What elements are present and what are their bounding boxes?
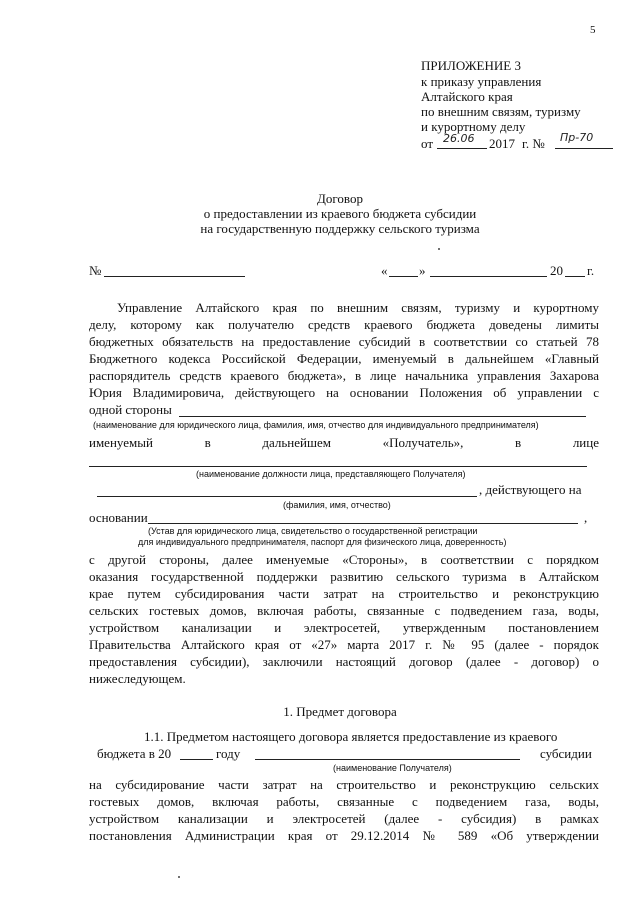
- annex-date-handwritten: 26.06: [443, 132, 475, 145]
- date-close-quote: »: [419, 263, 426, 278]
- title-line-1: Договор: [317, 191, 363, 206]
- scan-speck: [438, 248, 440, 250]
- annex-line-4: и курортному делу: [421, 119, 526, 134]
- subsidy-year-line: [180, 759, 213, 760]
- title-line-2: о предоставлении из краевого бюджета субсидии: [203, 206, 477, 221]
- subsidy-recipient-line: [255, 759, 520, 760]
- basis-document-line: [148, 523, 578, 524]
- section-1-line-4: гостевых домов, включая работы, связанные с подведением газа, воды,: [89, 794, 599, 809]
- section-1-line-5: устройством канализации и электросетей (далее - субсидия) в рамках: [89, 811, 599, 826]
- caption-basis-document-2: для индивидуального предпринимателя, паспорт для физического лица, доверенность): [138, 537, 507, 547]
- date-open-quote: «: [381, 263, 388, 278]
- caption-basis-document-1: (Устав для юридического лица, свидетельство о государственной регистрации: [148, 526, 478, 536]
- intro-named-line: именуемый в дальнейшем «Получатель», в лице: [89, 435, 599, 450]
- title-line-3: на государственную поддержку сельского туризма: [200, 221, 480, 236]
- date-year-prefix: 20: [550, 263, 563, 278]
- caption-representative-position: (наименование должности лица, представляющего Получателя): [196, 469, 466, 479]
- caption-representative-name: (фамилия, имя, отчество): [283, 500, 391, 510]
- parties-line-8: нижеследующем.: [89, 671, 186, 686]
- section-1-1-line-1: 1.1. Предметом настоящего договора является предоставление из краевого: [144, 729, 558, 744]
- intro-line-5: распорядитель средств краевого бюджета», в лице начальника управления Захарова: [89, 368, 599, 383]
- scan-speck: [178, 876, 180, 878]
- intro-basis-label: основании: [89, 510, 148, 525]
- parties-line-6: Правительства Алтайского края от «27» марта 2017 г. № 95 (далее - порядок: [89, 637, 599, 652]
- annex-number-underline: [555, 148, 613, 149]
- date-year-line: [565, 276, 585, 277]
- annex-line-1: к приказу управления: [421, 74, 542, 89]
- annex-year: 2017: [489, 136, 515, 151]
- intro-line-4: Бюджетного кодекса Российской Федерации, именуемый в дальнейшем «Главный: [89, 351, 599, 366]
- parties-line-5: устройством канализации и электросетей, утвержденным постановлением: [89, 620, 599, 635]
- annex-number-handwritten: Пр-70: [560, 131, 594, 144]
- intro-line-7: одной стороны: [89, 402, 172, 417]
- intro-line-1: Управление Алтайского края по внешним связям, туризму и курортному: [117, 300, 599, 315]
- annex-line-3: по внешним связям, туризму: [421, 104, 581, 119]
- date-day-line: [389, 276, 418, 277]
- intro-line-2: делу, которому как получателю средств краевого бюджета доведены лимиты: [89, 317, 599, 332]
- intro-line-6: Юрия Владимировича, действующего на основании Положения об управлении с: [89, 385, 599, 400]
- section-1-1-line-2c: субсидии: [540, 746, 592, 761]
- caption-recipient-name: (наименование для юридического лица, фамилия, имя, отчество для индивидуального предпринимателя): [93, 420, 539, 430]
- section-1-line-6: постановления Администрации края от 29.12.2014 № 589 «Об утверждении: [89, 828, 599, 843]
- date-year-suffix: г.: [587, 263, 595, 278]
- representative-position-line: [89, 466, 587, 467]
- parties-line-7: предоставления субсидии), заключили настоящий договор (далее - договор) о: [89, 654, 599, 669]
- section-1-line-3: на субсидирование части затрат на строительство и реконструкцию сельских: [89, 777, 599, 792]
- section-1-1-line-2b: году: [216, 746, 241, 761]
- representative-name-line: [97, 496, 477, 497]
- annex-date-underline: [437, 148, 487, 149]
- annex-date-prefix: от: [421, 136, 434, 151]
- date-month-line: [430, 276, 547, 277]
- intro-acting-text: , действующего на: [479, 482, 582, 497]
- recipient-name-line: [179, 416, 586, 417]
- section-1-heading: 1. Предмет договора: [283, 704, 397, 719]
- annex-title: ПРИЛОЖЕНИЕ 3: [421, 58, 521, 73]
- section-1-1-line-2a: бюджета в 20: [97, 746, 172, 761]
- annex-line-2: Алтайского края: [421, 89, 513, 104]
- contract-number-line: [104, 276, 245, 277]
- contract-number-sign: №: [89, 263, 102, 278]
- parties-line-2: оказания государственной поддержки развитию сельского туризма в Алтайском: [89, 569, 599, 584]
- page-number: 5: [590, 24, 596, 36]
- parties-line-1: с другой стороны, далее именуемые «Стороны», в соответствии с порядком: [89, 552, 599, 567]
- intro-line-3: бюджетных обязательств на предоставление субсидий в соответствии со статьей 78: [89, 334, 599, 349]
- annex-number-prefix: г. №: [522, 136, 545, 151]
- caption-subsidy-recipient: (наименование Получателя): [333, 763, 452, 773]
- parties-line-4: сельских гостевых домов, включая работы, связанные с подведением газа, воды,: [89, 603, 599, 618]
- parties-line-3: крае путем субсидирования части затрат на строительство и реконструкцию: [89, 586, 599, 601]
- intro-basis-comma: ,: [584, 510, 588, 525]
